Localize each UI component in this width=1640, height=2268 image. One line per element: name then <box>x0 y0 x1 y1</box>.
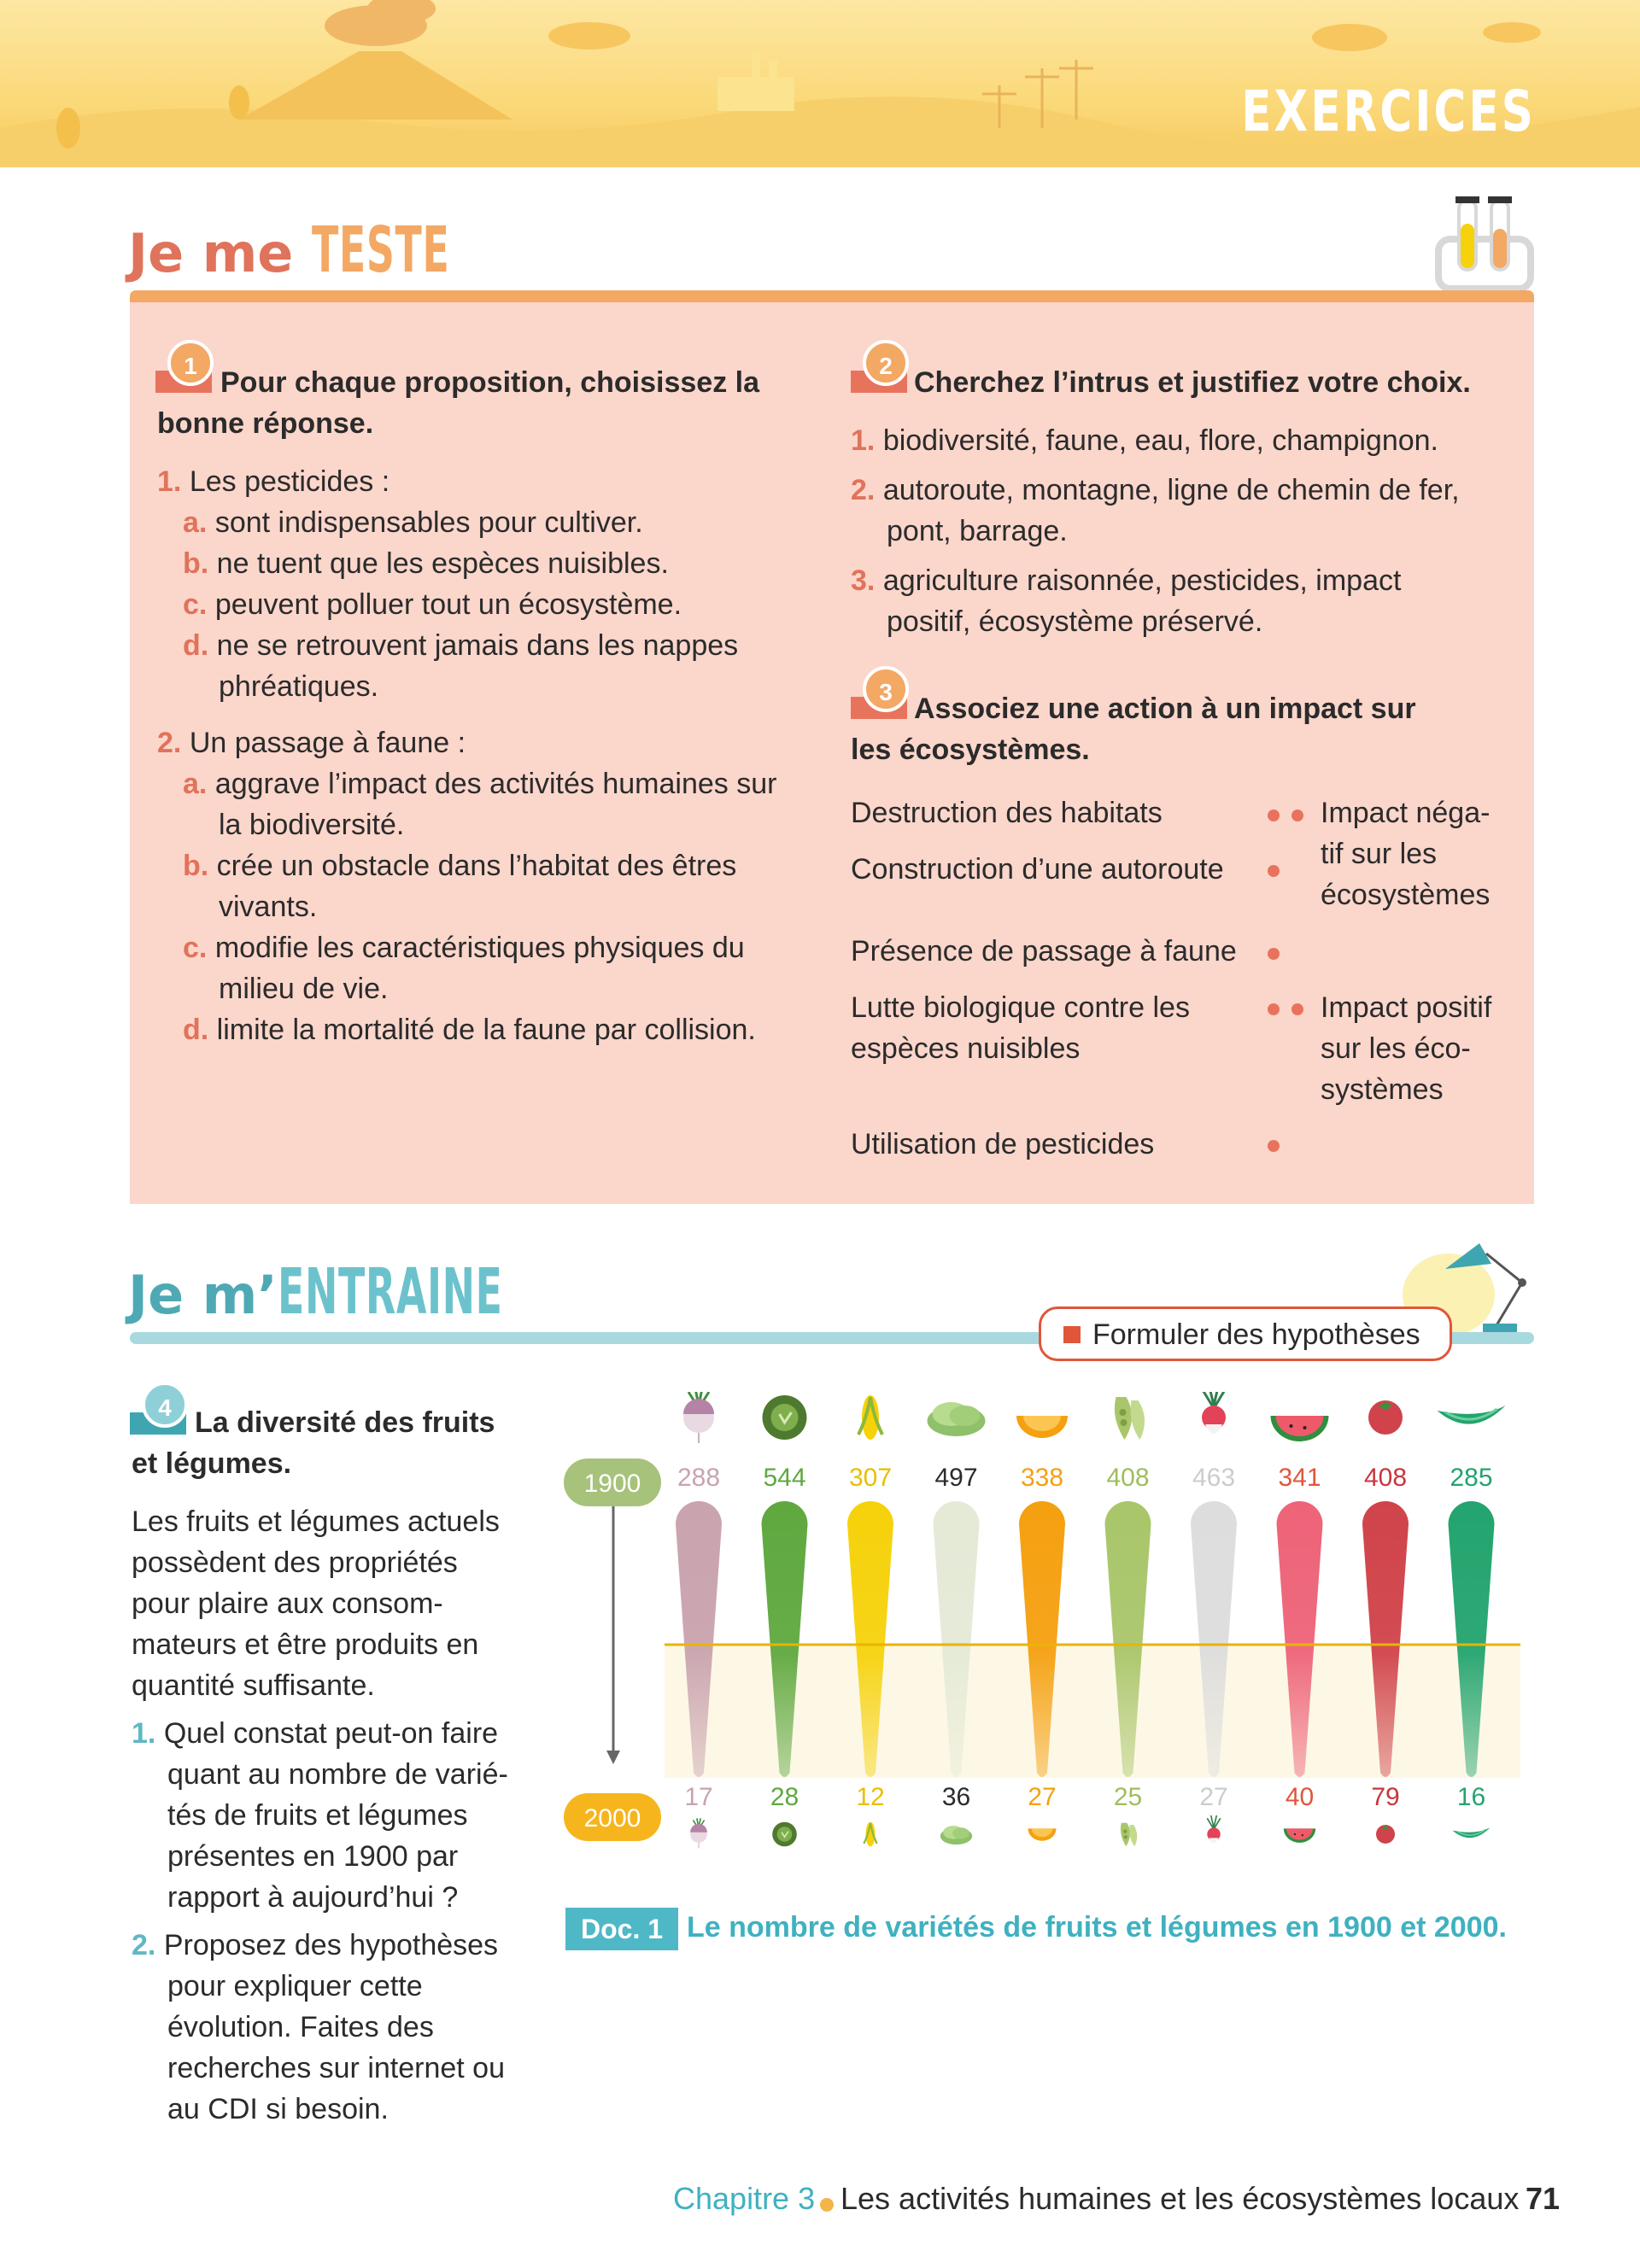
skill-label: Formuler des hypothèses <box>1092 1318 1420 1351</box>
value-label-1900: 307 <box>848 1464 893 1492</box>
melon-icon <box>1028 1828 1057 1840</box>
ex4-heading-line2: et légumes. <box>132 1447 292 1480</box>
value-label-1900: 288 <box>676 1464 721 1492</box>
lettuce-icon <box>928 1402 986 1436</box>
value-label-1900: 341 <box>1278 1464 1321 1492</box>
page-number: 71 <box>1526 2181 1561 2216</box>
value-label-2000: 27 <box>1028 1783 1057 1811</box>
year-1900-label: 1900 <box>583 1470 641 1498</box>
exercise-number-badge: 3 <box>851 666 912 728</box>
ex4-intro: Les fruits et légumes actuels possèdent des propriétés pour plaire aux consom- mateurs et être produits en quantité suffisante. <box>132 1505 500 1702</box>
option-d: d. ne se retrouvent jamais dans les nappes <box>183 629 739 662</box>
footer-bullet-icon <box>820 2198 834 2212</box>
section-title-entraine <box>128 1255 641 1329</box>
value-label-2000: 36 <box>941 1783 971 1811</box>
value-label-1900: 285 <box>1450 1464 1493 1492</box>
option-d: d. limite la mortalité de la faune par collision. <box>183 1014 756 1046</box>
ex1-q1-options: a. sont indispensables pour cultiver. b. ne tuent que les espèces nuisibles. c. peuvent polluer tout un écosystème. d. ne se retrouvent jamais dans les nappes phréatiques. <box>183 502 738 707</box>
match-dot[interactable] <box>1268 1140 1280 1152</box>
value-label-1900: 463 <box>1192 1464 1236 1492</box>
ex3-action-1: Destruction des habitats <box>851 797 1163 829</box>
skill-tag <box>1039 1306 1452 1361</box>
value-label-1900: 338 <box>1020 1464 1064 1492</box>
ex4-question-1: 1. Quel constat peut-on faire quant au nombre de varié- tés de fruits et légumes présentes en 1900 par rapport à aujourd’hui ? <box>132 1717 508 1914</box>
exercise-number-badge: 1 <box>155 340 217 401</box>
match-dot[interactable] <box>1268 810 1280 821</box>
match-dot[interactable] <box>1268 1003 1280 1015</box>
watermelon-icon <box>1271 1416 1329 1441</box>
ex2-item-1: 1. biodiversité, faune, eau, flore, champignon. <box>851 424 1438 457</box>
ex3-action-4: Lutte biologique contre les espèces nuisibles <box>851 991 1190 1065</box>
timeline-arrow-icon <box>606 1751 620 1764</box>
lettuce-icon <box>940 1826 972 1844</box>
ex1-q2-options: a. aggrave l’impact des activités humaines sur la biodiversité. b. crée un obstacle dans l’habitat des êtres vivants. c. modifie les caractéristiques physiques du milieu de vie. d. limite la mortalité de la faune par collision. <box>183 763 776 1050</box>
turnip-icon <box>690 1818 707 1848</box>
option-c: c. peuvent polluer tout un écosystème. <box>183 588 682 621</box>
doc-caption: Le nombre de variétés de fruits et légumes en 1900 et 2000. <box>687 1911 1507 1944</box>
value-label-2000: 17 <box>684 1783 713 1811</box>
match-dot[interactable] <box>1268 948 1280 960</box>
cucumber-icon <box>1438 1406 1506 1424</box>
radish-icon <box>1207 1815 1220 1843</box>
banner-title: EXERCICES <box>1241 79 1536 144</box>
ex2-item-2: 2. autoroute, montagne, ligne de chemin de fer, <box>851 474 1460 506</box>
section-title-accent: TESTE <box>311 213 450 287</box>
corn-icon <box>864 1822 876 1847</box>
skill-square-icon <box>1063 1326 1081 1343</box>
ex2-item-3: 3. agriculture raisonnée, pesticides, impact <box>851 564 1402 597</box>
cucumber-icon <box>1453 1827 1491 1838</box>
option-c: c. modifie les caractéristiques physiques du <box>183 932 745 964</box>
value-label-2000: 40 <box>1285 1783 1315 1811</box>
option-b: b. ne tuent que les espèces nuisibles. <box>183 547 669 580</box>
corn-icon <box>858 1395 882 1440</box>
cabbage-icon <box>763 1395 807 1440</box>
value-label-1900: 408 <box>1363 1464 1408 1492</box>
tomato-icon <box>1368 1400 1403 1435</box>
value-label-2000: 79 <box>1371 1783 1400 1811</box>
section-title-main: Je me <box>128 222 312 284</box>
ex3-impact-negative: Impact néga- tif sur les écosystèmes <box>1321 797 1491 911</box>
ex2-items: 1. biodiversité, faune, eau, flore, champignon. 2. autoroute, montagne, ligne de chemin de fer, pont, barrage. 3. agriculture raisonnée, pesticides, impact positif, écosystème préservé. <box>851 420 1460 642</box>
value-label-2000: 28 <box>770 1783 800 1811</box>
ex3-impact-positive: Impact positif sur les éco- systèmes <box>1321 991 1492 1106</box>
test-tubes-icon <box>1433 195 1536 294</box>
value-label-2000: 16 <box>1456 1783 1486 1811</box>
ex3-action-3: Présence de passage à faune <box>851 935 1237 967</box>
peas-icon <box>1121 1823 1137 1847</box>
year-2000-label: 2000 <box>583 1804 641 1833</box>
teste-divider <box>130 290 1534 302</box>
doc-label: Doc. 1 <box>565 1908 678 1950</box>
section-title-main: Je m’ <box>128 1264 278 1326</box>
ex3-heading-line1: Associez une action à un impact sur <box>914 693 1416 725</box>
ex4-question-2: 2. Proposez des hypothèses pour expliquer cette évolution. Faites des recherches sur internet ou au CDI si besoin. <box>132 1929 505 2125</box>
value-label-1900: 497 <box>934 1464 978 1492</box>
value-label-2000: 25 <box>1113 1783 1143 1811</box>
tomato-icon <box>1376 1825 1395 1844</box>
ex3-action-5: Utilisation de pesticides <box>851 1128 1155 1160</box>
option-a: a. sont indispensables pour cultiver. <box>183 506 643 539</box>
section-title-teste <box>128 213 534 287</box>
exercise-number-badge: 4 <box>130 1382 191 1443</box>
match-dot[interactable] <box>1292 1003 1303 1015</box>
watermelon-icon <box>1284 1828 1315 1843</box>
footer-chapter-title: Les activités humaines et les écosystèmes locaux <box>840 2181 1520 2216</box>
ex1-heading-line2: bonne réponse. <box>157 407 374 440</box>
ex1-heading-line1: Pour chaque proposition, choisissez la <box>220 366 760 399</box>
peas-icon <box>1115 1397 1145 1440</box>
ex3-action-2: Construction d’une autoroute <box>851 853 1224 886</box>
value-label-1900: 544 <box>763 1464 806 1492</box>
varieties-chart <box>555 1392 1538 1870</box>
melon-icon <box>1016 1416 1068 1438</box>
ex3-heading-line2: les écosystèmes. <box>851 734 1090 766</box>
turnip-icon <box>683 1392 714 1443</box>
footer-chapter: Chapitre 3 <box>673 2181 816 2216</box>
option-a: a. aggrave l’impact des activités humaines sur <box>183 768 777 800</box>
option-b: b. crée un obstacle dans l’habitat des êtres <box>183 850 737 882</box>
value-label-2000: 12 <box>856 1783 885 1811</box>
cabbage-icon <box>772 1822 797 1847</box>
value-label-2000: 27 <box>1199 1783 1228 1811</box>
exercise-number-badge: 2 <box>851 340 912 401</box>
radish-icon <box>1202 1392 1226 1434</box>
ex2-heading: Cherchez l’intrus et justifiez votre choix. <box>914 366 1471 399</box>
match-dot[interactable] <box>1292 810 1303 821</box>
section-title-accent: ENTRAINE <box>277 1255 503 1329</box>
value-label-1900: 408 <box>1106 1464 1150 1492</box>
ex4-heading-line1: La diversité des fruits <box>195 1406 495 1439</box>
ex1-question-1: 1. Les pesticides : <box>157 465 390 498</box>
match-dot[interactable] <box>1268 865 1280 877</box>
ex1-question-2: 2. Un passage à faune : <box>157 727 466 759</box>
